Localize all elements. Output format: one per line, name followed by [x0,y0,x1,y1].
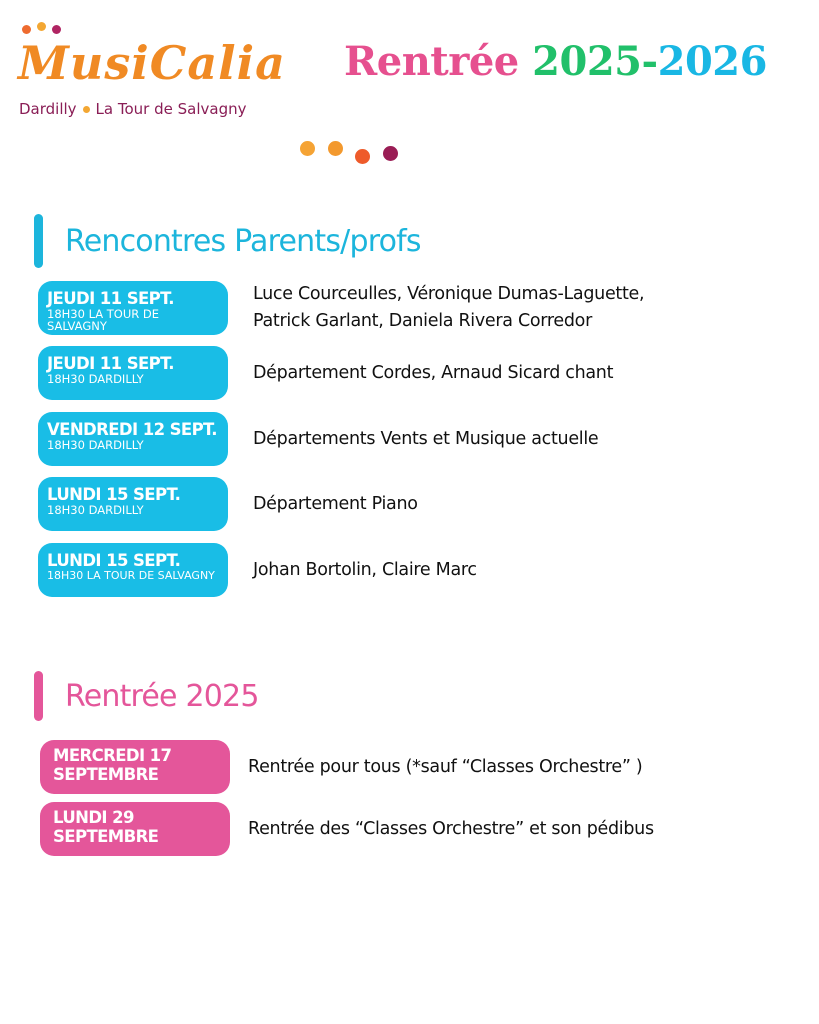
date-day: LUNDI 15 SEPT. [47,485,181,504]
date-location: 18H30 DARDILLY [47,503,144,517]
date-location: 18H30 DARDILLY [47,372,144,386]
date-day-line2: SEPTEMBRE [53,765,159,784]
deco-dot-1 [300,141,315,156]
page-title [344,38,767,85]
decorative-dots [300,138,410,168]
deco-dot-2 [328,141,343,156]
section-title-rentree [34,668,259,724]
date-day-line1: LUNDI 29 [53,808,134,827]
meeting-teachers [253,281,644,335]
logo-dot-3 [52,25,61,34]
meeting-row [38,412,798,466]
date-pill [40,802,230,856]
date-day-line2: SEPTEMBRE [53,827,159,846]
title-year-start: 2025- [532,38,658,85]
date-pill [38,412,228,466]
deco-dot-4 [383,146,398,161]
date-pill [38,477,228,531]
rentree-description: Rentrée pour tous (*sauf “Classes Orchestre” ) [248,756,643,777]
date-location: 18H30 LA TOUR DE SALVAGNY [47,569,215,582]
section-accent-bar [34,214,43,268]
date-pill [38,346,228,400]
section-title-text: Rencontres Parents/profs [65,223,421,259]
logo-dot-1 [22,25,31,34]
meeting-row [38,281,798,335]
meeting-row [38,346,798,400]
date-pill [38,543,228,597]
meeting-teachers: Département Piano [253,493,418,514]
section-title-rencontres [34,213,421,269]
logo-dot-2 [37,22,46,31]
date-pill [40,740,230,794]
title-word-rentree: Rentrée [344,38,519,85]
date-location: 18H30 LA TOUR DE SALVAGNY [47,307,160,333]
section-title-text: Rentrée 2025 [65,678,259,714]
rentree-description: Rentrée des “Classes Orchestre” et son pédibus [248,818,654,839]
date-day: JEUDI 11 SEPT. [47,354,174,373]
date-day: VENDREDI 12 SEPT. [47,420,217,439]
musicalia-logo [18,18,288,128]
date-day: JEUDI 11 SEPT. [47,289,174,308]
meeting-teachers: Département Cordes, Arnaud Sicard chant [253,362,614,383]
title-year-end: 2026 [657,38,767,85]
meeting-teachers-line1: Luce Courceulles, Véronique Dumas-Laguette, [253,284,645,304]
meeting-row [38,543,798,597]
date-pill [38,281,228,335]
date-location: 18H30 DARDILLY [47,438,144,452]
meeting-teachers: Johan Bortolin, Claire Marc [253,559,477,580]
logo-wordmark: MusiCalia [18,36,286,90]
section-accent-bar [34,671,43,721]
logo-towns [19,100,246,118]
logo-town-dardilly: Dardilly [19,100,77,118]
date-day-line1: MERCREDI 17 [53,746,172,765]
logo-town-salvagny: La Tour de Salvagny [95,100,247,118]
rentree-row [38,740,798,794]
logo-dots [22,22,82,36]
meeting-teachers: Départements Vents et Musique actuelle [253,428,599,449]
meeting-row [38,477,798,531]
rentree-row [38,802,798,856]
deco-dot-3 [355,149,370,164]
logo-separator-dot [83,106,90,113]
date-day: LUNDI 15 SEPT. [47,551,181,570]
meeting-teachers-line2: Patrick Garlant, Daniela Rivera Corredor [253,311,592,331]
